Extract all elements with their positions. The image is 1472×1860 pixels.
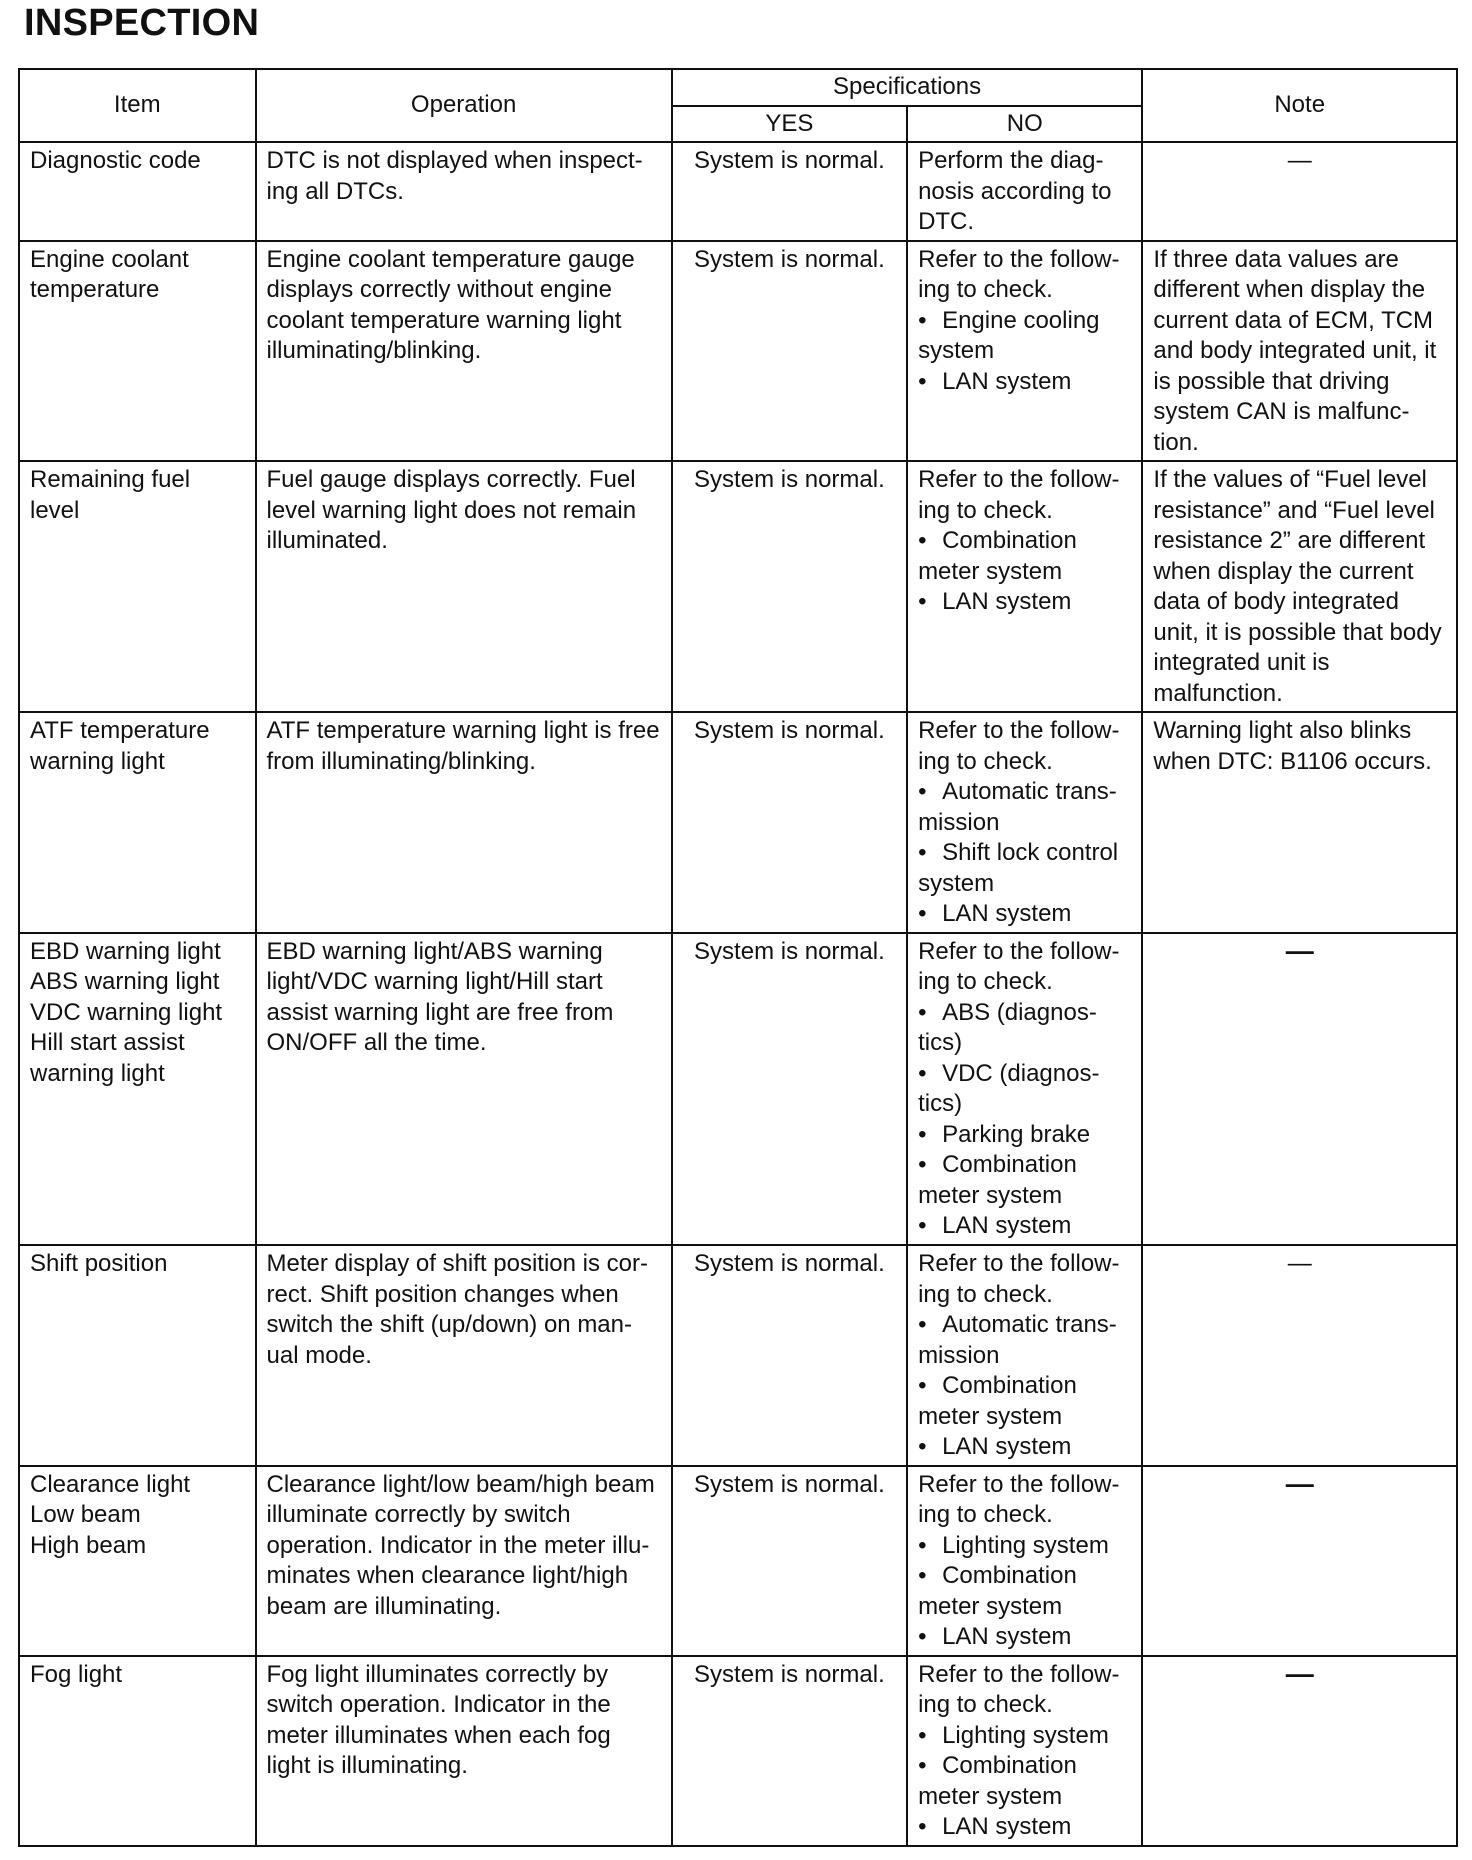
bullet-icon: •	[918, 998, 927, 1026]
bullet-text: ABS (diagnos-tics)	[918, 998, 1097, 1057]
table-row	[19, 933, 1457, 1245]
bullet-text: LAN system	[942, 1433, 1072, 1461]
item-line: VDC warning light	[30, 998, 223, 1026]
bullet-icon: •	[918, 306, 927, 334]
no-text: Refer to the follow-ing to check.	[918, 937, 1120, 996]
cell-no	[907, 1656, 1142, 1846]
cell-yes: System is normal.	[672, 241, 907, 462]
cell-note	[1142, 1466, 1457, 1656]
cell-operation: Fuel gauge displays correctly. Fuel level warning light does not remain illuminated.	[256, 461, 672, 712]
no-text: Refer to the follow-ing to check.	[918, 1250, 1120, 1308]
bullet-text: Combination meter system	[918, 1562, 1077, 1620]
cell-yes: System is normal.	[672, 1466, 907, 1656]
cell-yes: System is normal.	[672, 461, 907, 712]
cell-operation: ATF temperature warning light is free from illuminating/blinking.	[256, 712, 672, 933]
cell-item	[19, 1466, 256, 1656]
item-line: EBD warning light	[30, 937, 221, 965]
bullet-icon: •	[918, 1623, 927, 1651]
bullet-item	[918, 1531, 1131, 1562]
cell-item	[19, 933, 256, 1245]
bullet-item	[918, 1561, 1131, 1622]
no-text: Refer to the follow-ing to check.	[918, 466, 1120, 524]
cell-operation: Fog light illuminates correctly by switch operation. Indicator in the meter illuminates when each fog light is illuminating.	[256, 1656, 672, 1846]
bullet-text: VDC (diagnos-tics)	[918, 1059, 1100, 1118]
bullet-icon: •	[918, 1531, 927, 1559]
bullet-icon: •	[918, 1120, 927, 1148]
item-line: Low beam	[30, 1501, 141, 1529]
bullet-text: Lighting system	[942, 1531, 1109, 1559]
no-text: Refer to the follow-ing to check.	[918, 1660, 1120, 1719]
cell-note	[1142, 1656, 1457, 1846]
cell-yes: System is normal.	[672, 142, 907, 241]
bullet-text: Shift lock control system	[918, 839, 1119, 897]
bullet-item	[918, 1150, 1131, 1211]
bullet-item	[918, 1120, 1131, 1151]
table-row	[19, 712, 1457, 933]
cell-operation: Clearance light/low beam/high beam illuminate correctly by switch operation. Indicator in the meter illu-minates when clearance light/high beam are illuminating.	[256, 1466, 672, 1656]
cell-operation: EBD warning light/ABS warning light/VDC warning light/Hill start assist warning light are free from ON/OFF all the time.	[256, 933, 672, 1245]
bullet-text: Automatic trans-mission	[918, 1311, 1117, 1369]
cell-note	[1142, 1245, 1457, 1466]
item-line: Engine coolant temperature	[30, 245, 189, 304]
dash-icon: —	[1285, 1657, 1314, 1689]
item-line: ABS warning light	[30, 968, 220, 996]
cell-no	[907, 712, 1142, 933]
cell-note: If the values of “Fuel level resistance” and “Fuel level resistance 2” are different when display the current data of body integrated unit, it is possible that body integrated unit is malfunction.	[1142, 461, 1457, 712]
cell-no	[907, 1466, 1142, 1656]
cell-yes: System is normal.	[672, 712, 907, 933]
bullet-text: LAN system	[942, 900, 1072, 928]
bullet-icon: •	[918, 1752, 927, 1780]
bullet-text: LAN system	[942, 1623, 1072, 1651]
header-note: Note	[1142, 69, 1457, 142]
bullet-item	[918, 1211, 1131, 1242]
bullet-item	[918, 777, 1131, 838]
table-row	[19, 1656, 1457, 1846]
page-title: INSPECTION	[24, 2, 260, 44]
table-row	[19, 142, 1457, 241]
cell-item	[19, 1245, 256, 1466]
item-line: Fog light	[30, 1660, 123, 1688]
bullet-icon: •	[918, 527, 927, 555]
bullet-icon: •	[918, 367, 927, 395]
bullet-icon: •	[918, 1813, 927, 1841]
bullet-text: Combination meter system	[918, 527, 1077, 585]
cell-item	[19, 142, 256, 241]
bullet-item	[918, 587, 1131, 618]
header-specifications: Specifications	[672, 69, 1143, 106]
no-text: Refer to the follow-ing to check.	[918, 1470, 1120, 1529]
bullet-text: LAN system	[942, 588, 1072, 616]
cell-item	[19, 461, 256, 712]
item-line: High beam	[30, 1531, 147, 1559]
bullet-item	[918, 998, 1131, 1059]
bullet-icon: •	[918, 1372, 927, 1400]
bullet-item	[918, 1622, 1131, 1653]
bullet-icon: •	[918, 1433, 927, 1461]
bullet-icon: •	[918, 588, 927, 616]
item-line: Shift position	[30, 1250, 168, 1278]
cell-note: If three data values are different when display the current data of ECM, TCM and body integrated unit, it is possible that driving system CAN is malfunc-tion.	[1142, 241, 1457, 462]
cell-operation: Engine coolant temperature gauge displays correctly without engine coolant temperature warning light illuminating/blinking.	[256, 241, 672, 462]
cell-yes: System is normal.	[672, 1245, 907, 1466]
no-text: Perform the diag-nosis according to DTC.	[918, 147, 1112, 235]
bullet-text: Lighting system	[942, 1721, 1109, 1749]
bullet-item	[918, 1721, 1131, 1752]
table-row	[19, 1245, 1457, 1466]
item-line: Diagnostic code	[30, 147, 201, 174]
no-text: Refer to the follow-ing to check.	[918, 245, 1120, 304]
bullet-item	[918, 838, 1131, 899]
cell-operation: DTC is not displayed when inspect-ing all DTCs.	[256, 142, 672, 241]
cell-yes: System is normal.	[672, 933, 907, 1245]
bullet-text: LAN system	[942, 1212, 1072, 1240]
item-line: Remaining fuel level	[30, 466, 191, 524]
bullet-icon: •	[918, 1059, 927, 1087]
bullet-text: Combination meter system	[918, 1372, 1077, 1430]
table-row	[19, 461, 1457, 712]
cell-note: Warning light also blinks when DTC: B1106 occurs.	[1142, 712, 1457, 933]
bullet-item	[918, 1432, 1131, 1463]
bullet-item	[918, 1059, 1131, 1120]
cell-no	[907, 933, 1142, 1245]
bullet-icon: •	[918, 1562, 927, 1590]
table-row	[19, 241, 1457, 462]
cell-note	[1142, 142, 1457, 241]
no-text: Refer to the follow-ing to check.	[918, 717, 1120, 775]
cell-yes: System is normal.	[672, 1656, 907, 1846]
bullet-text: Combination meter system	[918, 1151, 1077, 1209]
item-line: Clearance light	[30, 1470, 191, 1498]
bullet-item	[918, 1812, 1131, 1843]
header-operation: Operation	[256, 69, 672, 142]
bullet-icon: •	[918, 778, 927, 806]
cell-item	[19, 241, 256, 462]
dash-icon: —	[1285, 1467, 1314, 1499]
cell-no	[907, 1245, 1142, 1466]
bullet-icon: •	[918, 1151, 927, 1179]
bullet-item	[918, 899, 1131, 930]
cell-operation: Meter display of shift position is cor-rect. Shift position changes when switch the shift (up/down) on man-ual mode.	[256, 1245, 672, 1466]
header-yes: YES	[672, 106, 907, 143]
bullet-icon: •	[918, 839, 927, 867]
cell-no	[907, 142, 1142, 241]
bullet-item	[918, 526, 1131, 587]
header-no: NO	[907, 106, 1142, 143]
cell-no	[907, 461, 1142, 712]
cell-item	[19, 712, 256, 933]
cell-note	[1142, 933, 1457, 1245]
bullet-text: LAN system	[942, 1813, 1072, 1841]
bullet-text: LAN system	[942, 367, 1072, 395]
bullet-item	[918, 367, 1131, 398]
dash-icon: —	[1285, 934, 1314, 966]
inspection-table	[18, 68, 1458, 1847]
bullet-text: Engine cooling system	[918, 306, 1100, 365]
cell-item	[19, 1656, 256, 1846]
bullet-item	[918, 306, 1131, 367]
table-row	[19, 1466, 1457, 1656]
item-line: ATF temperature warning light	[30, 717, 210, 775]
bullet-icon: •	[918, 900, 927, 928]
bullet-text: Combination meter system	[918, 1752, 1077, 1810]
bullet-icon: •	[918, 1721, 927, 1749]
cell-no	[907, 241, 1142, 462]
bullet-item	[918, 1371, 1131, 1432]
bullet-text: Automatic trans-mission	[918, 778, 1117, 836]
bullet-icon: •	[918, 1212, 927, 1240]
bullet-item	[918, 1751, 1131, 1812]
bullet-item	[918, 1310, 1131, 1371]
item-line: Hill start assist warning light	[30, 1029, 185, 1087]
dash-icon: —	[1287, 147, 1312, 174]
header-item: Item	[19, 69, 256, 142]
bullet-text: Parking brake	[942, 1120, 1091, 1148]
dash-icon: —	[1287, 1250, 1312, 1278]
bullet-icon: •	[918, 1311, 927, 1339]
